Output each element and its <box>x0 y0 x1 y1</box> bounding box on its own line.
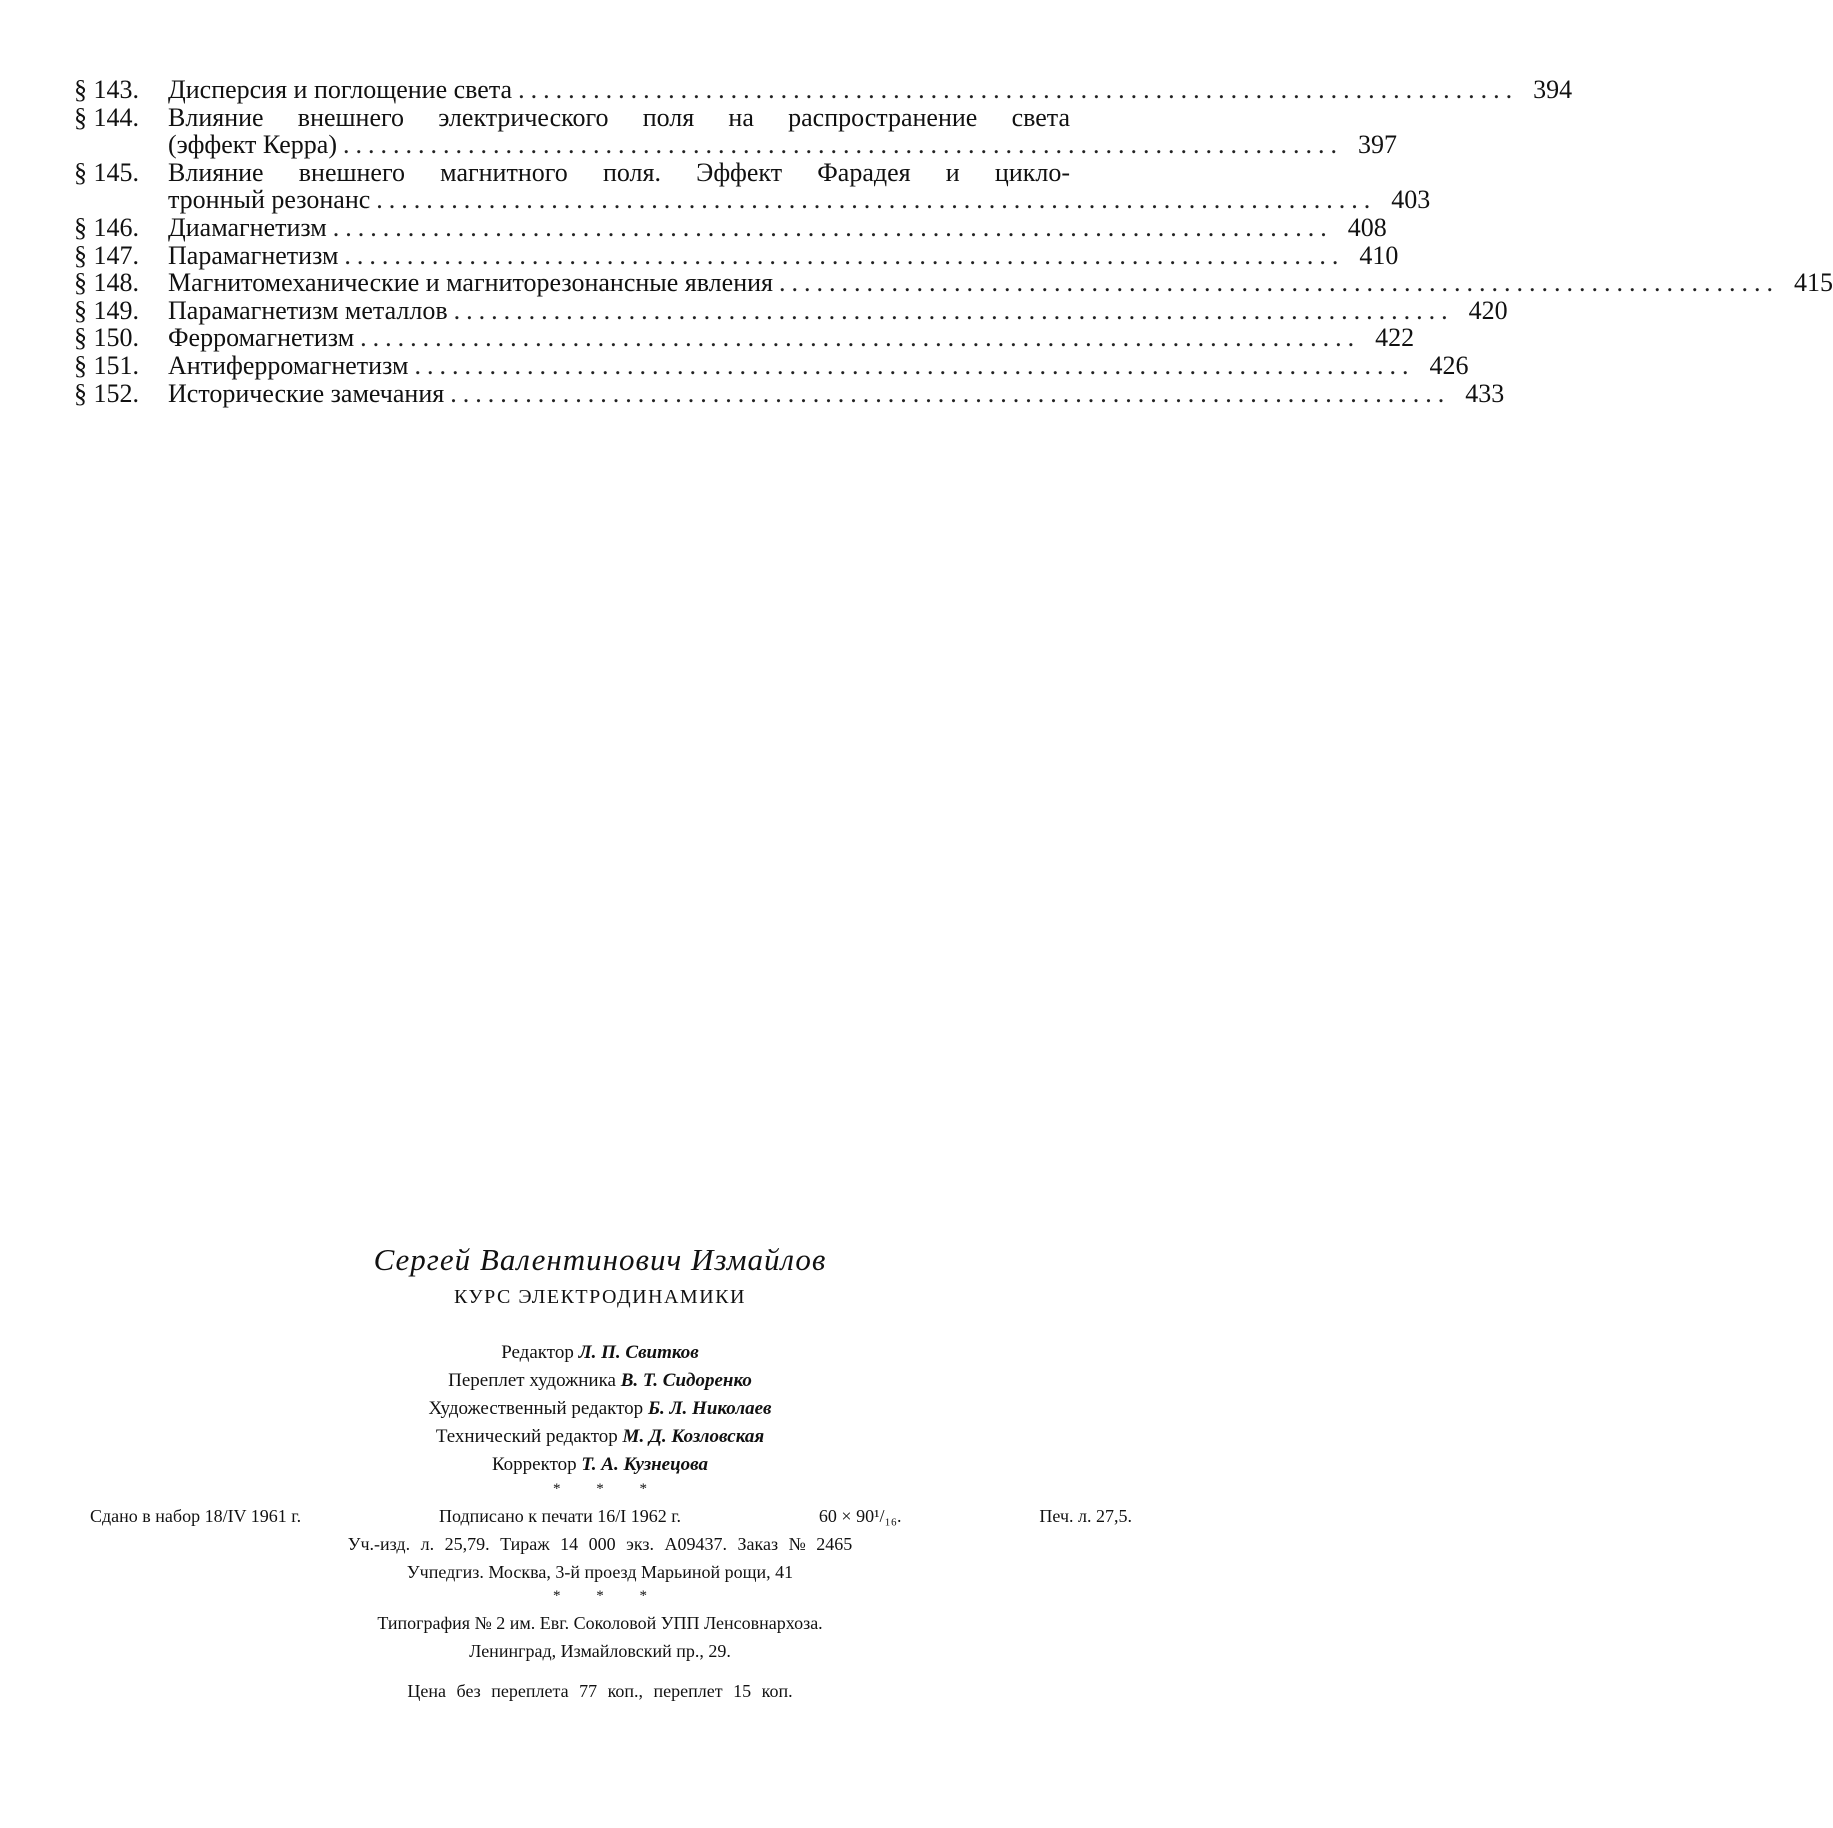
toc-section-number: § 147. <box>74 240 139 270</box>
dot-leader: ................................................................................ <box>518 75 1519 104</box>
price-line: Цена без переплета 77 коп., переплет 15 коп. <box>407 1681 793 1701</box>
dot-leader: ................................................................................ <box>778 268 1779 298</box>
author-name: Сергей Валентинович Измайлов <box>373 1242 827 1277</box>
dot-leader: ................................................................................ <box>360 323 1361 353</box>
toc-entry <box>74 350 1469 380</box>
staff-person: В. Т. Сидоренко <box>620 1370 752 1391</box>
toc-title: Исторические замечания <box>168 378 445 408</box>
toc-entry <box>74 212 1387 242</box>
toc-page-number: 403 <box>1391 185 1431 215</box>
toc-section-number: § 151. <box>74 350 139 380</box>
dot-leader: ................................................................................ <box>450 378 1451 408</box>
print-details-row <box>90 1502 1132 1530</box>
signed-date: Подписано к печати 16/I 1962 г. <box>438 1506 682 1526</box>
table-of-contents <box>74 75 1833 408</box>
toc-line <box>168 323 1415 353</box>
toc-line <box>168 185 1431 215</box>
toc-line <box>168 130 1397 160</box>
toc-entry <box>74 75 1573 104</box>
staff-role: Редактор <box>501 1342 574 1363</box>
toc-page-number: 408 <box>1347 212 1387 242</box>
toc-page-number: 433 <box>1465 378 1505 408</box>
printer-address: Ленинград, Измайловский пр., 29. <box>469 1641 731 1661</box>
staff-role: Корректор <box>491 1454 577 1475</box>
toc-section-number: § 144. <box>74 102 139 132</box>
toc-section-number: § 143. <box>74 75 139 104</box>
typeset-date: Сдано в набор 18/IV 1961 г. <box>90 1506 302 1526</box>
print-run-details: Уч.-изд. л. 25,79. Тираж 14 000 экз. А09437. Заказ № 2465 <box>347 1534 853 1554</box>
printed-sheets: Печ. л. 27,5. <box>1039 1506 1132 1526</box>
toc-section-number: § 150. <box>74 323 139 353</box>
toc-title: Диамагнетизм <box>168 212 327 242</box>
staff-tech-editor <box>0 1423 1200 1451</box>
separator-stars: * * * <box>553 1588 663 1604</box>
toc-entry <box>74 378 1505 408</box>
toc-page-number: 420 <box>1468 295 1508 325</box>
toc-entry <box>74 323 1415 353</box>
staff-art-editor <box>0 1395 1200 1423</box>
toc-title: Влияние внешнего электрического поля на распространение света <box>168 102 1070 132</box>
staff-role: Переплет художника <box>448 1370 616 1391</box>
dot-leader: ................................................................................ <box>343 130 1343 160</box>
toc-section-number: § 149. <box>74 295 139 325</box>
staff-binding-artist <box>0 1367 1200 1395</box>
printer-info <box>0 1609 1200 1665</box>
staff-credits <box>0 1339 1200 1479</box>
toc-line <box>168 212 1387 242</box>
dot-leader: ................................................................................ <box>332 212 1333 242</box>
staff-person: Л. П. Свитков <box>578 1342 699 1363</box>
toc-entry <box>74 268 1833 298</box>
toc-page-number: 410 <box>1359 240 1399 270</box>
book-title: КУРС ЭЛЕКТРОДИНАМИКИ <box>454 1286 746 1308</box>
toc-title: Антиферромагнетизм <box>168 350 409 380</box>
toc-page-number: 397 <box>1358 130 1397 160</box>
toc-entry <box>74 240 1399 270</box>
toc-line <box>168 159 1070 187</box>
staff-proofreader <box>0 1451 1200 1479</box>
toc-line <box>168 75 1573 104</box>
toc-page-number: 426 <box>1429 350 1469 380</box>
toc-title: тронный резонанс <box>168 185 371 215</box>
toc-title: Влияние внешнего магнитного поля. Эффект Фарадея и цикло- <box>168 157 1070 187</box>
dot-leader: ................................................................................ <box>414 350 1415 380</box>
printer-name: Типография № 2 им. Евг. Соколовой УПП Ленсовнархоза. <box>377 1613 823 1633</box>
dot-leader: ................................................................................ <box>344 240 1345 270</box>
toc-page-number: 415 <box>1793 268 1833 298</box>
toc-line <box>168 268 1833 298</box>
toc-page-number: 394 <box>1533 75 1573 104</box>
print-details <box>0 1502 1200 1586</box>
paper-format: 60 × 90¹/₁₆. <box>818 1506 902 1526</box>
toc-entry <box>74 157 1431 215</box>
toc-section-number: § 146. <box>74 212 139 242</box>
dot-leader: ................................................................................ <box>376 185 1377 215</box>
toc-title: Дисперсия и поглощение света <box>168 75 513 104</box>
toc-line <box>168 378 1505 408</box>
separator-stars: * * * <box>553 1481 663 1497</box>
dot-leader: ................................................................................ <box>453 295 1454 325</box>
toc-section-number: § 148. <box>74 268 139 298</box>
toc-line <box>168 350 1469 380</box>
toc-section-number: § 152. <box>74 378 139 408</box>
toc-line <box>168 104 1070 132</box>
toc-entry <box>74 295 1508 325</box>
staff-editor <box>0 1339 1200 1367</box>
toc-line <box>168 295 1508 325</box>
toc-section-number: § 145. <box>74 157 139 187</box>
staff-role: Технический редактор <box>435 1426 618 1447</box>
toc-page-number: 422 <box>1375 323 1415 353</box>
publisher-address: Учпедгиз. Москва, 3-й проезд Марьиной рощи, 41 <box>406 1562 794 1582</box>
toc-title: Парамагнетизм металлов <box>168 295 448 325</box>
toc-title: Магнитомеханические и магниторезонансные явления <box>168 268 773 298</box>
toc-entry <box>74 102 1397 160</box>
toc-title: Парамагнетизм <box>168 240 339 270</box>
staff-person: Б. Л. Николаев <box>647 1398 772 1419</box>
staff-role: Художественный редактор <box>428 1398 644 1419</box>
toc-line <box>168 240 1399 270</box>
toc-title: (эффект Керра) <box>168 130 337 160</box>
staff-person: Т. А. Кузнецова <box>581 1454 709 1475</box>
colophon <box>0 1238 1200 1702</box>
staff-person: М. Д. Козловская <box>622 1426 765 1447</box>
toc-title: Ферромагнетизм <box>168 323 355 353</box>
